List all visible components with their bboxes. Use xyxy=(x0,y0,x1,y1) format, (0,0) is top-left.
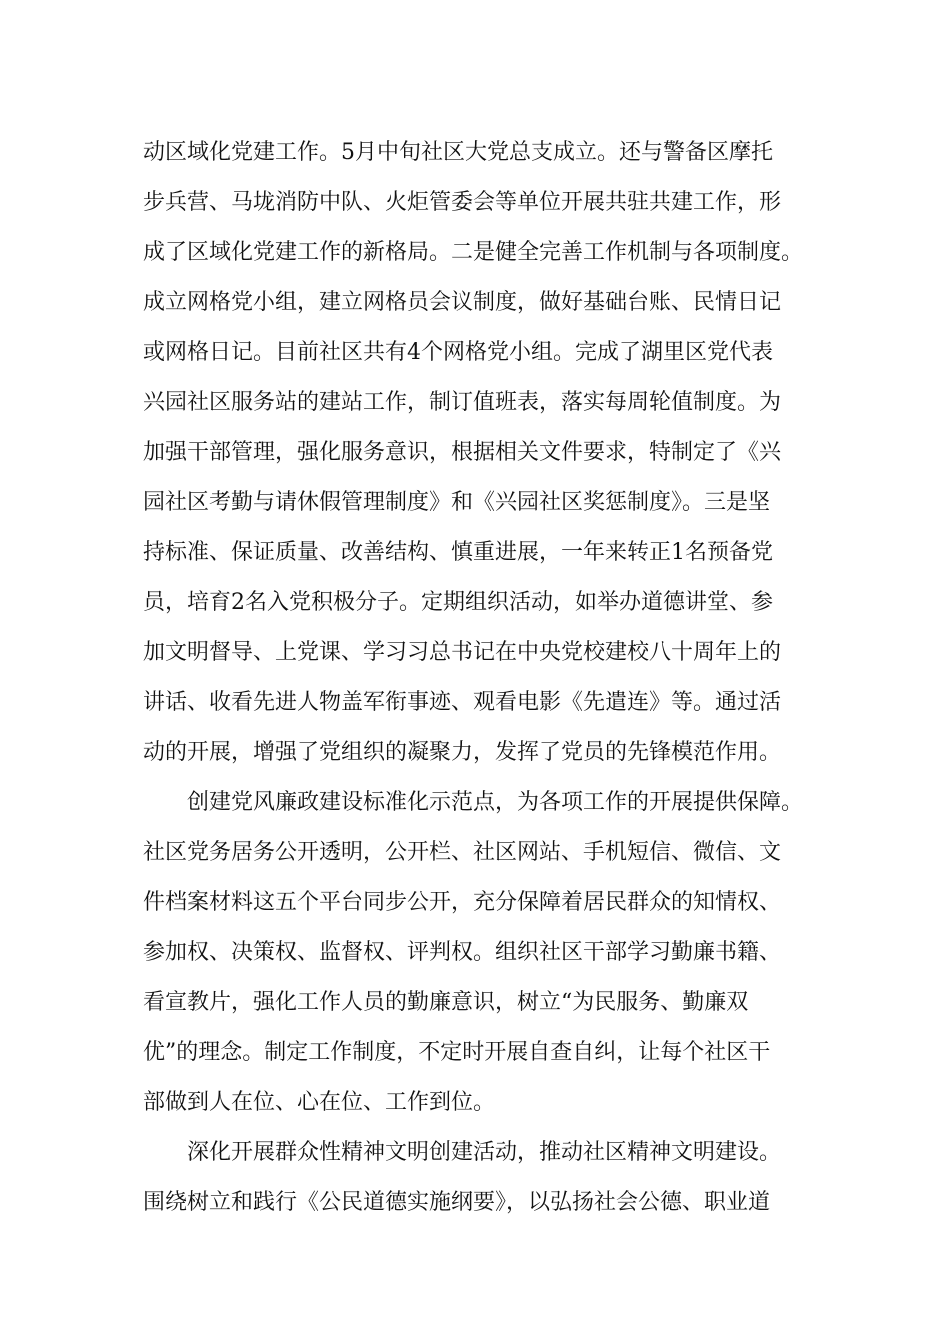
text-line: 加强干部管理，强化服务意识，根据相关文件要求，特制定了《兴 xyxy=(143,440,782,465)
text-line: 成立网格党小组，建立网格员会议制度，做好基础台账、民情日记 xyxy=(143,290,782,315)
paragraph-2 xyxy=(143,778,823,1128)
paragraph-1 xyxy=(143,128,823,778)
text-line: 件档案材料这五个平台同步公开，充分保障着居民群众的知情权、 xyxy=(143,890,782,915)
text-line: 加文明督导、上党课、学习习总书记在中央党校建校八十周年上的 xyxy=(143,640,782,665)
text-line: 看宣教片，强化工作人员的勤廉意识，树立“为民服务、勤廉双 xyxy=(143,990,749,1015)
document-body xyxy=(143,128,823,1228)
text-line: 部做到人在位、心在位、工作到位。 xyxy=(143,1090,496,1115)
text-line: 优”的理念。制定工作制度，不定时开展自查自纠，让每个社区干 xyxy=(143,1040,771,1065)
text-line: 讲话、收看先进人物盖军衔事迹、观看电影《先遣连》等。通过活 xyxy=(143,690,782,715)
text-line: 参加权、决策权、监督权、评判权。组织社区干部学习勤廉书籍、 xyxy=(143,940,782,965)
paragraph-3 xyxy=(143,1128,823,1228)
text-line: 步兵营、马垅消防中队、火炬管委会等单位开展共驻共建工作，形 xyxy=(143,190,782,215)
text-line: 员，培育2名入党积极分子。定期组织活动，如举办道德讲堂、参 xyxy=(143,590,773,615)
text-line: 围绕树立和践行《公民道德实施纲要》，以弘扬社会公德、职业道 xyxy=(143,1190,771,1215)
text-line: 兴园社区服务站的建站工作，制订值班表，落实每周轮值制度。为 xyxy=(143,390,782,415)
text-line: 深化开展群众性精神文明创建活动，推动社区精神文明建设。 xyxy=(187,1140,782,1165)
text-line: 成了区域化党建工作的新格局。二是健全完善工作机制与各项制度。 xyxy=(143,240,804,265)
text-line: 社区党务居务公开透明，公开栏、社区网站、手机短信、微信、文 xyxy=(143,840,782,865)
text-line: 创建党风廉政建设标准化示范点，为各项工作的开展提供保障。 xyxy=(187,790,804,815)
text-line: 或网格日记。目前社区共有4个网格党小组。完成了湖里区党代表 xyxy=(143,340,773,365)
text-line: 园社区考勤与请休假管理制度》和《兴园社区奖惩制度》。三是坚 xyxy=(143,490,771,515)
text-line: 持标准、保证质量、改善结构、慎重进展，一年来转正1名预备党 xyxy=(143,540,773,565)
text-line: 动区域化党建工作。5月中旬社区大党总支成立。还与警备区摩托 xyxy=(143,140,773,165)
text-line: 动的开展，增强了党组织的凝聚力，发挥了党员的先锋模范作用。 xyxy=(143,740,782,765)
